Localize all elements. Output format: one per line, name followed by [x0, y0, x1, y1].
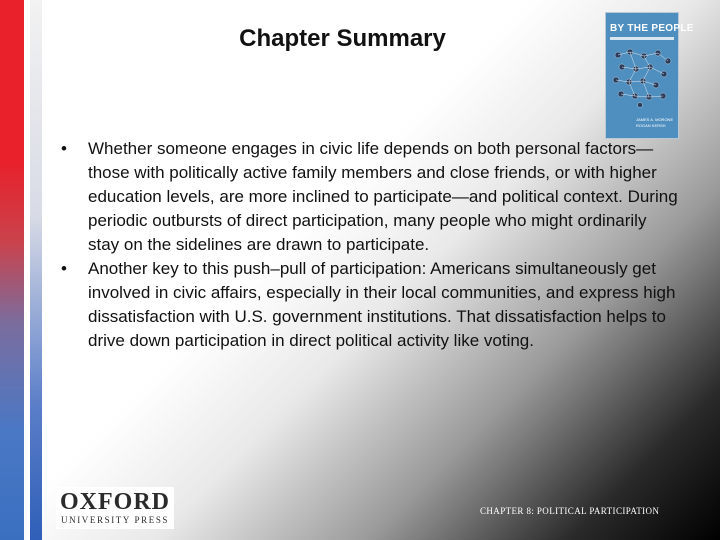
bullet-list	[57, 137, 682, 353]
bullet-marker: •	[61, 139, 67, 158]
book-cover-subtitle-bar	[610, 37, 674, 40]
bullet-text: Another key to this push–pull of participation: Americans simultaneously get involved in civic affairs, especially in their local communities, and express high dissatisfaction with U.S. government institutions. That dissatisfaction helps to drive down participation in direct political activity like voting.	[88, 259, 676, 350]
book-cover-authors: JAMES A. MORONE ROGAN KERSH	[636, 117, 674, 128]
red-stripe	[0, 0, 24, 540]
bullet-item	[57, 137, 682, 257]
book-cover-image	[605, 12, 694, 139]
slide-title: Chapter Summary	[239, 25, 446, 52]
book-cover-network-art	[610, 47, 674, 109]
chapter-footer: CHAPTER 8: POLITICAL PARTICIPATION	[480, 506, 660, 516]
blue-stripe	[30, 0, 42, 540]
bullet-item	[57, 257, 682, 353]
publisher-name: OXFORD	[60, 489, 170, 515]
publisher-press: UNIVERSITY PRESS	[61, 515, 170, 525]
bullet-text: Whether someone engages in civic life depends on both personal factors—those with politically active family members and close friends, or with higher education levels, are more inclined to participate—and political context. During periodic outbursts of direct participation, many people who might ordinarily stay on the sidelines are drawn to participate.	[88, 139, 678, 254]
oxford-logo	[56, 487, 174, 529]
bullet-marker: •	[61, 259, 67, 278]
book-cover-title: BY THE PEOPLE	[610, 23, 694, 34]
